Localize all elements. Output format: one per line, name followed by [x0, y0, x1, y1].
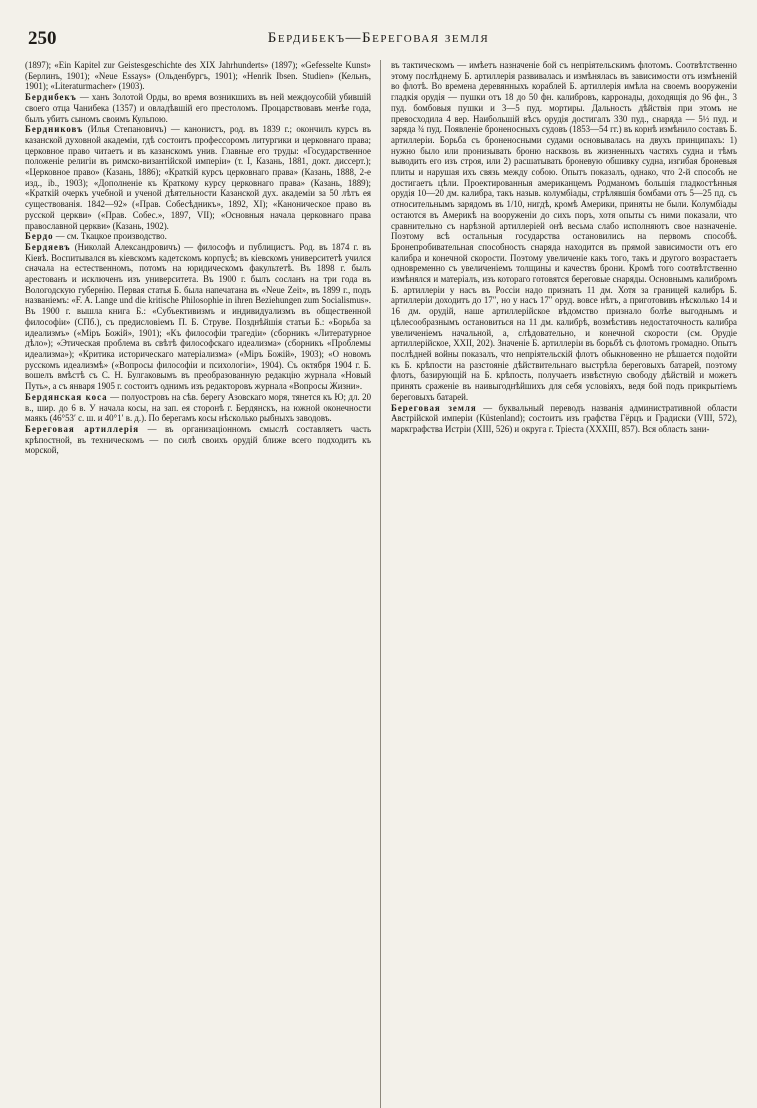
entry: [25, 231, 371, 242]
entry-text: (Николай Александровичъ) — философъ и публицистъ. Род. въ 1874 г. въ Кіевѣ. Воспитывался въ кіевскомъ кадетскомъ корпусѣ; въ кіевскомъ университетѣ учился сначала на естественномъ, потомъ на юридическомъ факультетѣ. Въ 1898 г. былъ арестованъ и исключенъ изъ университета. Въ 1900 г. былъ сосланъ на три года въ Вологодскую губернію. Первая статья Б. была напечатана въ «Neue Zeit», въ 1899 г., подъ названіемъ: «F. A. Lange und die kritische Philosophie in ihren Beziehungen zum Socialismus». Въ 1900 г. вышла книга Б.: «Субъективизмъ и индивидуализмъ въ общественной философіи» (СПб.), съ предисловіемъ П. Б. Струве. Позднѣйшія статьи Б.: «Борьба за идеализмъ» («Міръ Божій», 1901); «Къ философіи трагедіи» (сборникъ «Литературное дѣло»); «Этическая проблема въ свѣтѣ философскаго идеализма» (сборникъ «Проблемы идеализма»); «Критика историческаго матеріализма» («Міръ Божій», 1903); «О новомъ русскомъ идеализмѣ» («Вопросы философіи и психологіи», 1904). Съ октября 1904 г. Б. вошелъ вмѣстѣ съ С. Н. Булгаковымъ въ преобразованную редакцію журнала «Новый Путь», а съ января 1905 г. состоитъ однимъ изъ редакторовъ журнала «Вопросы Жизни».: [25, 241, 371, 392]
entry-text: — см. Ткацкое производство.: [53, 231, 167, 242]
entry-headword: Бердяевъ: [25, 241, 71, 252]
entry-text: (Илья Степановичъ) — канонистъ, род. въ 1839 г.; окончилъ курсъ въ казанской духовной академіи, гдѣ состоитъ профессоромъ литургики и церковнаго права; церковное право читаетъ и въ казанскомъ унив. Главные его труды: «Государственное положеніе религіи въ римско-византійской имперіи» (т. I, Казань, 1881, докт. диссерт.); «Церковное право» (Казань, 1886); «Краткій курсъ церковнаго права» (Казань, 1888, 2-е изд., ib., 1903); «Дополненіе къ Краткому курсу церковнаго права» (Казань, 1889); «Краткій очеркъ учебной и ученой дѣятельности Казанской дух. академіи за 50 лѣтъ ея существованія. 1842—92» («Прав. Собесѣдникъ», 1892, XI); «Каноническое право въ русской церкви» («Прав. Собес.», 1897, VII); «Основныя начала церковнаго права православной церкви» (Казань, 1902).: [25, 124, 371, 231]
entry-text: — полуостровъ на сѣв. берегу Азовскаго моря, тянется къ Ю; дл. 20 в., шир. до 6 в. У начала косы, на зап. ея сторонѣ г. Бердянскъ, на южной оконечности маякъ (46°53′ с. ш. и 40°1′ в. д.). По берегамъ косы нѣсколько рыбныхъ заводовъ.: [25, 391, 372, 424]
entry-text: (1897); «Ein Kapitel zur Geistesgeschichte des XIX Jahrhunderts» (1897); «Gefesselte Kunst» (Берлинъ, 1901); «Neue Essays» (Ольденбургъ, 1901); «Henrik Ibsen. Studien» (Кельнъ, 1901); «Literaturmacher» (1903).: [25, 60, 371, 92]
entry-text: — въ организаціонномъ смыслѣ составляетъ часть крѣпостной, въ техническомъ — по силѣ своихъ орудій ближе всего подходитъ къ морской,: [25, 423, 371, 456]
entry: [391, 403, 737, 435]
entry-headword: Бердянская коса: [25, 391, 108, 402]
entry-headword: Береговая земля: [391, 402, 477, 413]
entry-text: — ханъ Золотой Орды, во время возникшихъ въ ней междоусобій убившій своего отца Чанибека (1357) и овладѣвшій его престоломъ. Процарствовавъ менѣе года, былъ убитъ сыномъ своимъ Кульпою.: [25, 92, 371, 124]
entry: [25, 124, 371, 231]
entry-headword: Бердибекъ: [25, 92, 77, 103]
entry-headword: Бердо: [25, 231, 54, 242]
right-column: [380, 60, 737, 1108]
page-header: [28, 28, 729, 52]
entry: [25, 92, 371, 124]
entry: [25, 424, 371, 456]
text-columns: [25, 60, 737, 1108]
entry: [25, 242, 371, 392]
entry-headword: Бердниковъ: [25, 124, 84, 135]
entry-text: въ тактическомъ — имѣетъ назначеніе бой съ непріятельскимъ флотомъ. Соотвѣтственно этому послѣднему Б. артиллерія развивалась и измѣнялась въ зависимости отъ измѣненій во флотѣ. Во времена деревянныхъ кораблей Б. артиллерія имѣла на своемъ вооруженіи гладкія орудія — пушки отъ 18 до 50 фн. калибровъ, карронады, доходящія до 96 фн., 3 пуд. бомбовыя пушки и 3—5 пуд. мортиры. Дальность дѣйствія при этомъ не превосходила 4 вер. Наибольшій вѣсъ орудія достигалъ 330 пуд., снаряда — 5½ пуд. и заряда ¾ пуд. Появленіе броненосныхъ судовъ (1853—54 гг.) въ корнѣ измѣнило составъ Б. артиллеріи. Борьба съ броненосными судами основывалась на двухъ принципахъ: 1) нужно было или пронизывать броню насквозь въ жизненныхъ частяхъ судна и тѣмъ выводить его изъ строя, или 2) расшатывать броневую обшивку судна, изгибая броневыя плиты и нарушая ихъ связь между собою. Опытъ показалъ, однако, что 2-й способъ не достигаетъ цѣли. Проектированныя американцемъ Родманомъ большія гладкостѣнныя орудія 10—20 дм. калибра, такъ назыв. колумбіады, стрѣлявшія бомбами отъ 5—25 пд. съ относительнымъ зарядомъ въ 1/10, нигдѣ, кромѣ Америки, приняты не были. Колумбіады остаются въ Америкѣ на вооруженіи до сихъ поръ, хотя опыты съ ними показали, что сравнительно съ нарѣзной артиллеріей онѣ весьма слабо исполняютъ свое назначеніе. Поэтому всѣ остальныя государства остановились на первомъ способѣ. Бронепробивательная способность снаряда находится въ прямой зависимости отъ его калибра и конечной скорости. Поэтому увеличеніе какъ того, такъ и другого возрастаетъ одновременно съ увеличеніемъ толщины и качествъ брони. Кромѣ того соотвѣтственно измѣнялся и матеріалъ, изъ котораго готовятся береговые снаряды. Основнымъ калибромъ Б. артиллеріи у насъ въ Россіи надо признать 11 дм. Хотя за границей калибръ Б. артиллеріи доходитъ до 17″, но у насъ 17″ оруд. вовсе нѣтъ, а приготовивъ нѣсколько 14 и 16 дм. орудій, наше артиллерійское вѣдомство признало болѣе выгоднымъ и цѣлесообразнымъ остановиться на 11 дм. калибрѣ, возмѣстивъ недостаточность калибра увеличеніемъ начальной, а, слѣдовательно, и конечной скорости (см. Орудіе артиллерійское, XXII, 202). Значеніе Б. артиллеріи въ борьбѣ съ флотомъ громадно. Опытъ послѣдней войны показалъ, что непріятельскій флотъ обыкновенно не рѣшается подойти къ Б. крѣпости на разстояніе дѣйствительнаго выстрѣла береговыхъ батарей, поэтому флотъ, базирующій на Б. крѣпость, получаетъ извѣстную свободу дѣйствій и можетъ принять сраженіе въ наивыгоднѣйшихъ для себя условіяхъ, ведя бой подъ прикрытіемъ береговыхъ батарей.: [391, 60, 737, 402]
entry-headword: Береговая артиллерія: [25, 423, 140, 434]
entry: [391, 60, 737, 403]
entry: [25, 60, 371, 92]
entry: [25, 392, 371, 424]
running-head: Бердибекъ—Береговая земля: [267, 30, 490, 46]
left-column: [25, 60, 380, 1108]
page-number: 250: [28, 28, 57, 49]
entry-text: — буквальный переводъ названія административной области Австрійской имперіи (Küstenland); состоитъ изъ графства Гёрцъ и Градиски (VIII, 572), маркграфства Истріи (XIII, 526) и округа г. Тріеста (XXXIII, 857). Вся область зани-: [391, 402, 737, 434]
